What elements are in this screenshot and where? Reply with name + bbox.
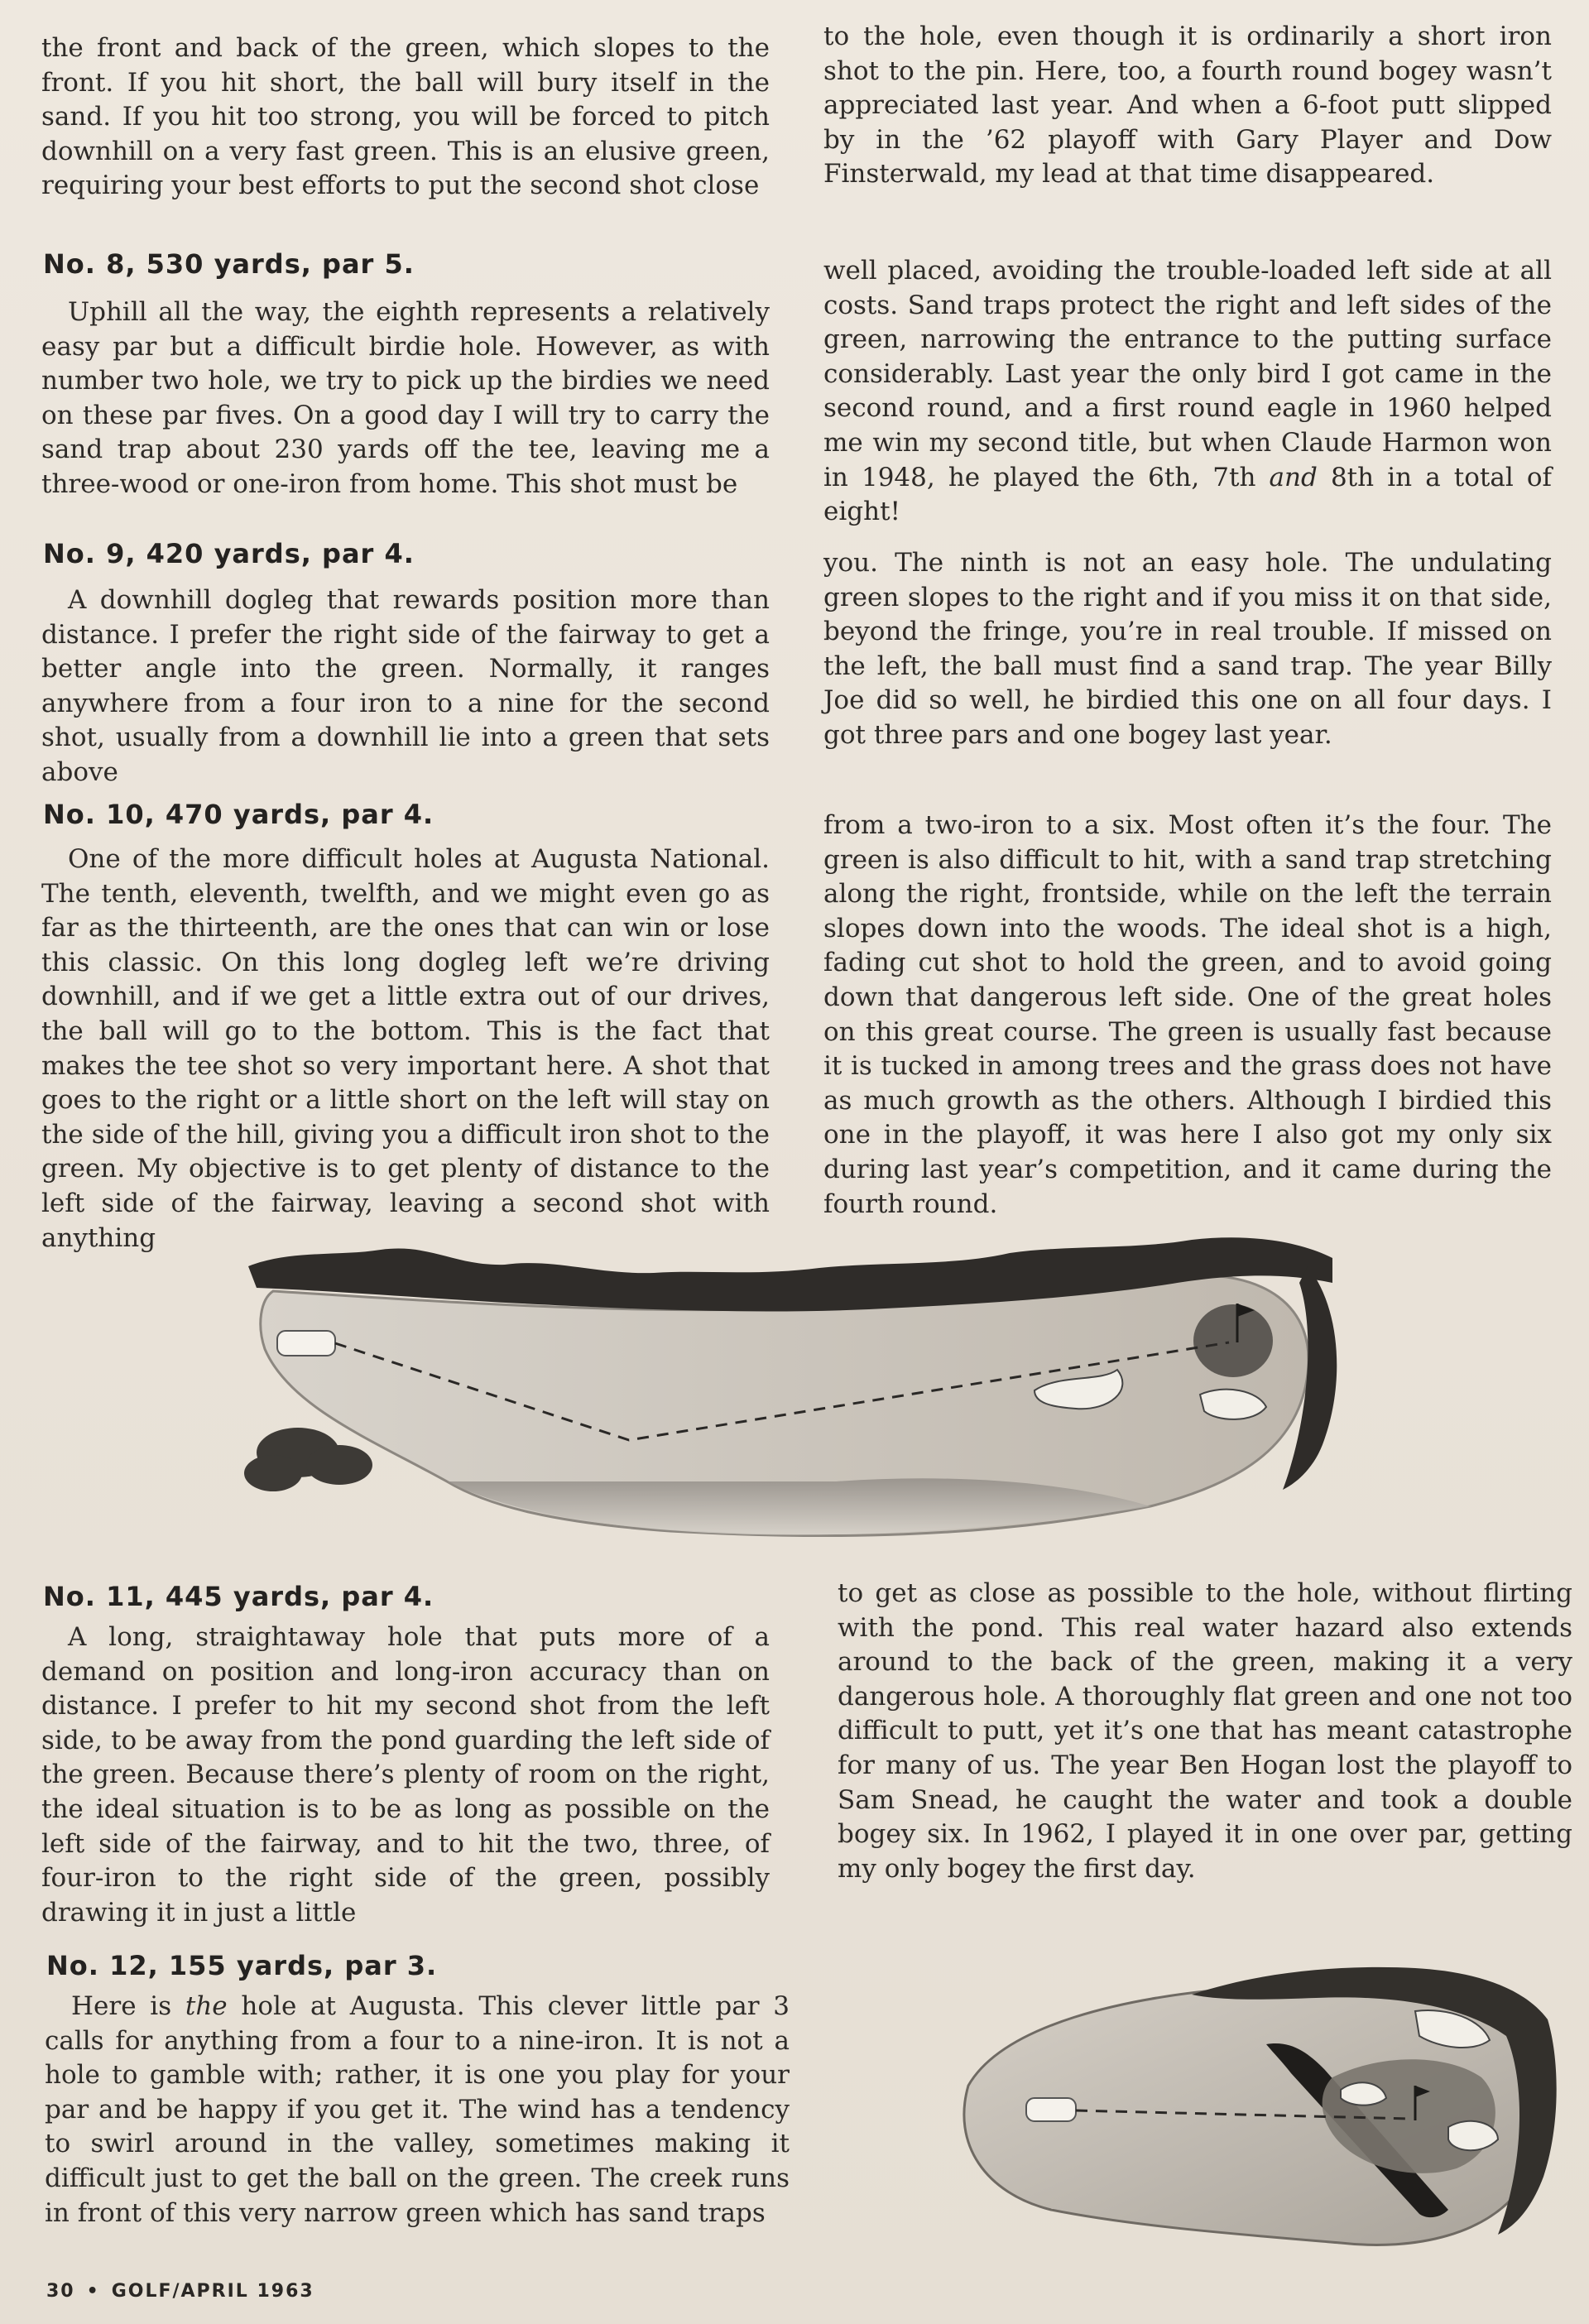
intro-left-column [41,31,770,204]
hole-9-left-column [41,583,770,790]
hole-9-right-column [823,546,1552,753]
hole-11-heading: No. 11, 445 yards, par 4. [43,1581,434,1612]
hole-10-left-text: One of the more difficult holes at Augusta National. The tenth, eleventh, twelfth, and we might even go as far as the thirteenth, are the ones that can win or lose this classic. On this long dogleg left we’re driving downhill, and if we get a little extra out of our drives, the ball will go to the bottom. This is the fact that makes the tee shot so very important here. A shot that goes to the right or a little short on the left will stay on the side of the hill, giving you a difficult iron shot to the green. My objective is to get plenty of distance to the left side of the fairway, leaving a second shot with anything [41,844,770,1253]
hole-10-tee [277,1331,335,1356]
hole-10-left-column [41,843,770,1256]
hole-11-left-text: A long, straightaway hole that puts more of a demand on position and long-iron accuracy than on distance. I prefer to hit my second shot from the left side, to be away from the pond guarding the left side of the green. Because there’s plenty of room on the right, the ideal situation is to be as long as possible on the left side of the fairway, and to hit the two, three, of four-iron to the right side of the green, possibly drawing it in just a little [41,1622,770,1928]
hole-8-right-column [823,254,1552,530]
intro-right-text: to the hole, even though it is ordinarily a short iron shot to the pin. Here, too, a fourth round bogey wasn’t appreciated last year. And when a 6-foot putt slipped by in the ’62 playoff with Gary Player and Dow Finsterwald, my lead at that time disappeared. [823,22,1552,190]
page-footer [46,2281,326,2302]
publication-name: GOLF/APRIL 1963 [111,2281,314,2302]
hole-10-lower-trees [244,1428,372,1491]
page-number: 30 [46,2281,75,2302]
hole-10-diagram-illustration [240,1233,1349,1564]
hole-12-tee [1026,2098,1076,2121]
intro-left-text: the front and back of the green, which slopes to the front. If you hit short, the ball will bury itself in the sand. If you hit too strong, you will be forced to pitch downhill on a very fast green. This is an elusive green, requiring your best efforts to put the second shot close [41,33,770,201]
hole-10-green [1193,1304,1273,1377]
hole-11-right-text: to get as close as possible to the hole, without flirting with the pond. This real water hazard also extends around to the back of the green, making it a very dangerous hole. A thoroughly flat green and one not too difficult to putt, yet it’s one that has meant catastrophe for many of us. The year Ben Hogan lost the playoff to Sam Snead, he caught the water and took a double bogey six. In 1962, I played it in one over par, getting my only bogey the first day. [838,1578,1572,1884]
hole-8-heading: No. 8, 530 yards, par 5. [43,248,415,280]
hole-9-heading: No. 9, 420 yards, par 4. [43,538,415,569]
hole-9-left-text: A downhill dogleg that rewards position more than distance. I prefer the right side of the fairway to get a better angle into the green. Normally, it ranges anywhere from a four iron to a nine for the second shot, usually from a downhill lie into a green that sets above [41,585,770,787]
intro-right-column [823,20,1552,192]
hole-10-right-text: from a two-iron to a six. Most often it’s the four. The green is also difficult to hit, with a sand trap stretching along the right, frontside, while on the left the terrain slopes down into the woods. The ideal shot is a high, fading cut shot to hold the green, and to avoid going down that dangerous left side. One of the great holes on this great course. The green is usually fast because it is tucked in among trees and the grass does not have as much growth as the others. Although I birdied this one in the playoff, it was here I also got my only six during last year’s competition, and it came during the fourth round. [823,810,1552,1219]
hole-11-right-column [838,1577,1572,1886]
hole-12-left-text: Here is the hole at Augusta. This clever little par 3 calls for anything from a four to a nine-iron. It is not a hole to gamble with; rather, it is one you play for your par and be happy if you get it. The wind has a tendency to swirl around in the valley, sometimes making it difficult just to get the ball on the green. The creek runs in front of this very narrow green which has sand traps [45,1991,790,2228]
hole-10-heading: No. 10, 470 yards, par 4. [43,799,434,830]
hole-11-left-column [41,1621,770,1930]
hole-12-diagram-illustration [952,1961,1564,2268]
hole-8-left-column [41,295,770,502]
hole-10-right-column [823,809,1552,1222]
hole-8-right-text: well placed, avoiding the trouble-loaded left side at all costs. Sand traps protect the right and left sides of the green, narrowing the entrance to the putting surface considerably. Last year the only bird I got came in the second round, and a first round eagle in 1960 helped me win my second title, but when Claude Harmon won in 1948, he played the 6th, 7th and 8th in a total of eight! [823,256,1552,527]
hole-8-left-text: Uphill all the way, the eighth represents a relatively easy par but a difficult birdie hole. However, as with number two hole, we try to pick up the birdies we need on these par fives. On a good day I will try to carry the sand trap about 230 yards off the tee, leaving me a three-wood or one-iron from home. This shot must be [41,297,770,499]
hole-9-right-text: you. The ninth is not an easy hole. The undulating green slopes to the right and if you miss it on that side, beyond the fringe, you’re in real trouble. If missed on the left, the ball must find a sand trap. The year Billy Joe did so well, he birdied this one on all four days. I got three pars and one bogey last year. [823,548,1552,750]
hole-10-slope [447,1478,1150,1534]
footer-bullet: • [86,2281,100,2302]
hole-12-left-column [45,1990,790,2230]
hole-12-heading: No. 12, 155 yards, par 3. [46,1950,438,1981]
